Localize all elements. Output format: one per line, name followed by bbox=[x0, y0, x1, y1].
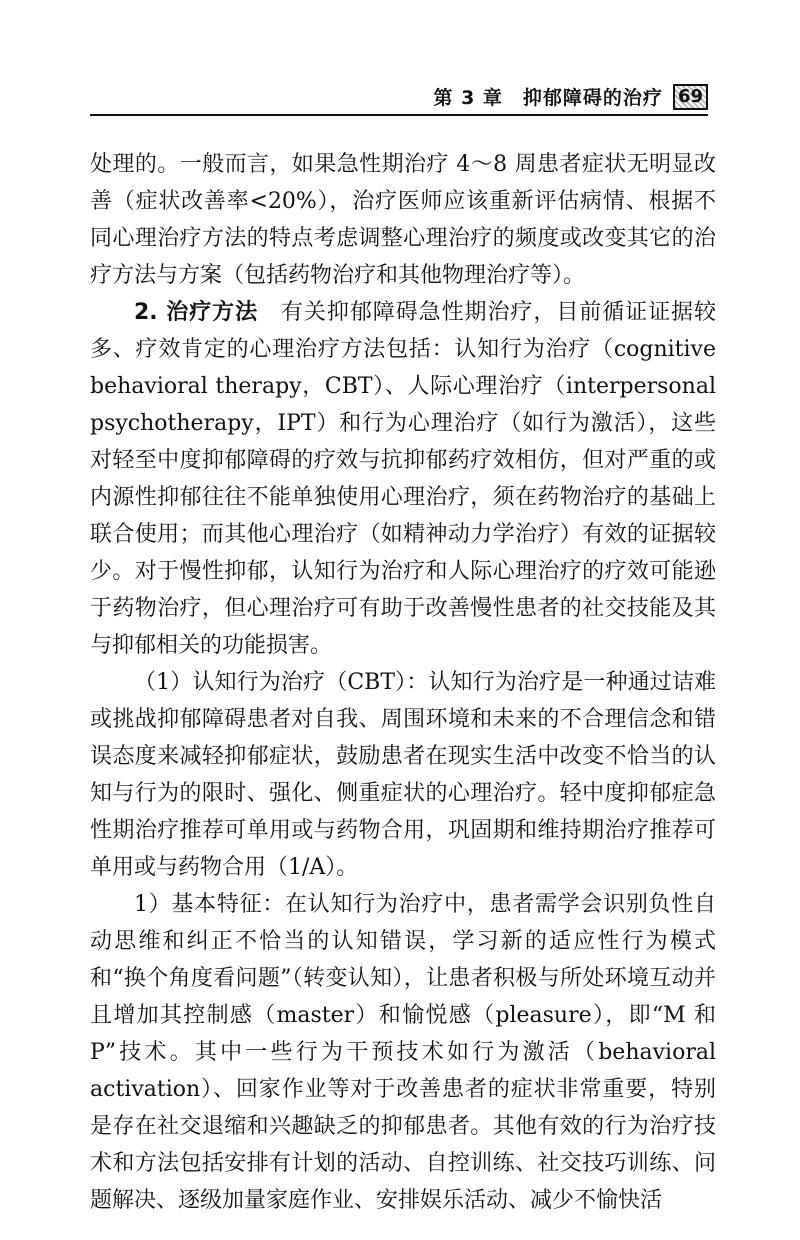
paragraph-text: 有关抑郁障碍急性期治疗，目前循证证据较多、疗效肯定的心理治疗方法包括：认知行为治疗（cognitive behavioral therapy，CBT）、人际心理治疗（interpersonal psychotherapy，IPT）和行为心理治疗（如行为激活），这些对轻至中度抑郁障碍的疗效与抗抑郁药疗效相仿，但对严重的或内源性抑郁往往不能单独使用心理治疗，须在药物治疗的基础上联合使用；而其他心理治疗（如精神动力学治疗）有效的证据较少。对于慢性抑郁，认知行为治疗和人际心理治疗的疗效可能逊于药物治疗，但心理治疗可有助于改善慢性患者的社交技能及其与抑郁相关的功能损害。 bbox=[90, 300, 716, 658]
paragraph-text: 1）基本特征：在认知行为治疗中，患者需学会识别负性自动思维和纠正不恰当的认知错误，学习新的适应性行为模式和“换个角度看问题”（转变认知），让患者积极与所处环境互动并且增加其控制感（master）和愉悦感（pleasure），即“M 和 P”技术。其中一些行为干预技术如行为激活（behavioral activation）、回家作业等对于改善患者的症状非常重要，特别是存在社交退缩和兴趣缺乏的抑郁患者。其他有效的行为治疗技术和方法包括安排有计划的活动、自控训练、社交技巧训练、问题解决、逐级加量家庭作业、安排娱乐活动、减少不愉快活 bbox=[90, 892, 716, 1213]
paragraph bbox=[90, 886, 716, 1219]
page-number: 69 bbox=[673, 84, 708, 110]
paragraph-text: 处理的。一般而言，如果急性期治疗 4～8 周患者症状无明显改善（症状改善率<20%），治疗医师应该重新评估病情、根据不同心理治疗方法的特点考虑调整心理治疗的频度或改变其它的治疗方法与方案（包括药物治疗和其他物理治疗等）。 bbox=[90, 152, 716, 288]
paragraph-text: （1）认知行为治疗（CBT）：认知行为治疗是一种通过诘难或挑战抑郁障碍患者对自我、周围环境和未来的不合理信念和错误态度来减轻抑郁症状，鼓励患者在现实生活中改变不恰当的认知与行为的限时、强化、侧重症状的心理治疗。轻中度抑郁症急性期治疗推荐可单用或与药物合用，巩固期和维持期治疗推荐可单用或与药物合用（1/A）。 bbox=[90, 670, 716, 880]
running-header bbox=[90, 82, 708, 116]
body-text bbox=[90, 146, 716, 1219]
section-heading: 2. 治疗方法 bbox=[134, 300, 259, 325]
paragraph bbox=[90, 294, 716, 664]
paragraph bbox=[90, 146, 716, 294]
chapter-title: 第 3 章 抑郁障碍的治疗 bbox=[433, 87, 663, 109]
paragraph bbox=[90, 664, 716, 886]
